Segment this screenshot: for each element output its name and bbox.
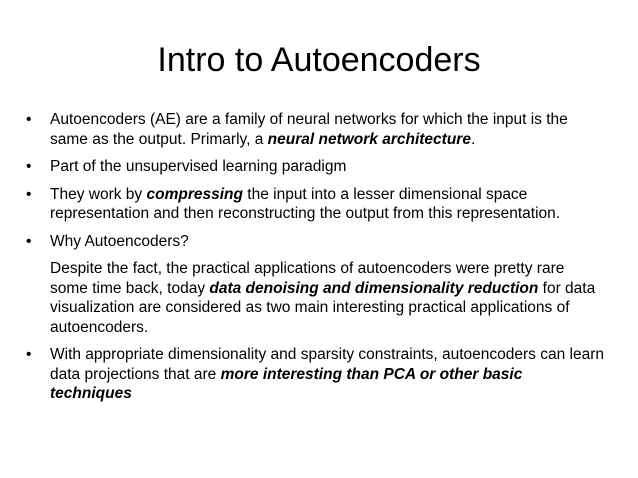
bullet-item [26,157,606,177]
bullet-text: With appropriate dimensionality and sparsity constraints, autoencoders can learn data projections that are [50,346,604,383]
paragraph-text: Despite the fact, the practical applications of autoencoders were pretty rare some time back, today [50,260,565,297]
bullet-text: Autoencoders (AE) are a family of neural networks for which the input is the same as the output. Primarly, a [50,111,568,148]
slide-title: Intro to Autoencoders [157,41,481,79]
bullet-item [26,185,606,224]
bullet-item [26,345,606,404]
bullet-item [26,232,606,252]
bullet-emphasis: compressing [146,185,243,203]
bullet-text: Why Autoencoders? [50,232,189,250]
bullet-dot: • [26,111,32,128]
slide-content [26,110,606,412]
bullet-text: . [470,130,476,148]
bullet-emphasis: more interesting than PCA or other basic techniques [50,365,523,402]
paragraph-text: for data visualization are considered as two main interesting practical applications of autoencoders. [50,279,596,336]
bullet-dot: • [26,346,32,363]
bullet-text: Part of the unsupervised learning paradigm [50,158,347,175]
bullet-dot: • [26,185,32,203]
bullet-text: They work by [50,185,147,203]
bullet-dot: • [26,158,32,175]
explanation-paragraph [36,259,606,337]
bullet-dot: • [26,232,32,250]
bullet-emphasis: neural network architecture [267,130,471,148]
bullet-item [26,110,606,149]
bullet-text: the input into a lesser dimensional space representation and then reconstructing the output from this representation. [50,185,561,222]
paragraph-emphasis: data denoising and dimensionality reduction [209,279,539,297]
